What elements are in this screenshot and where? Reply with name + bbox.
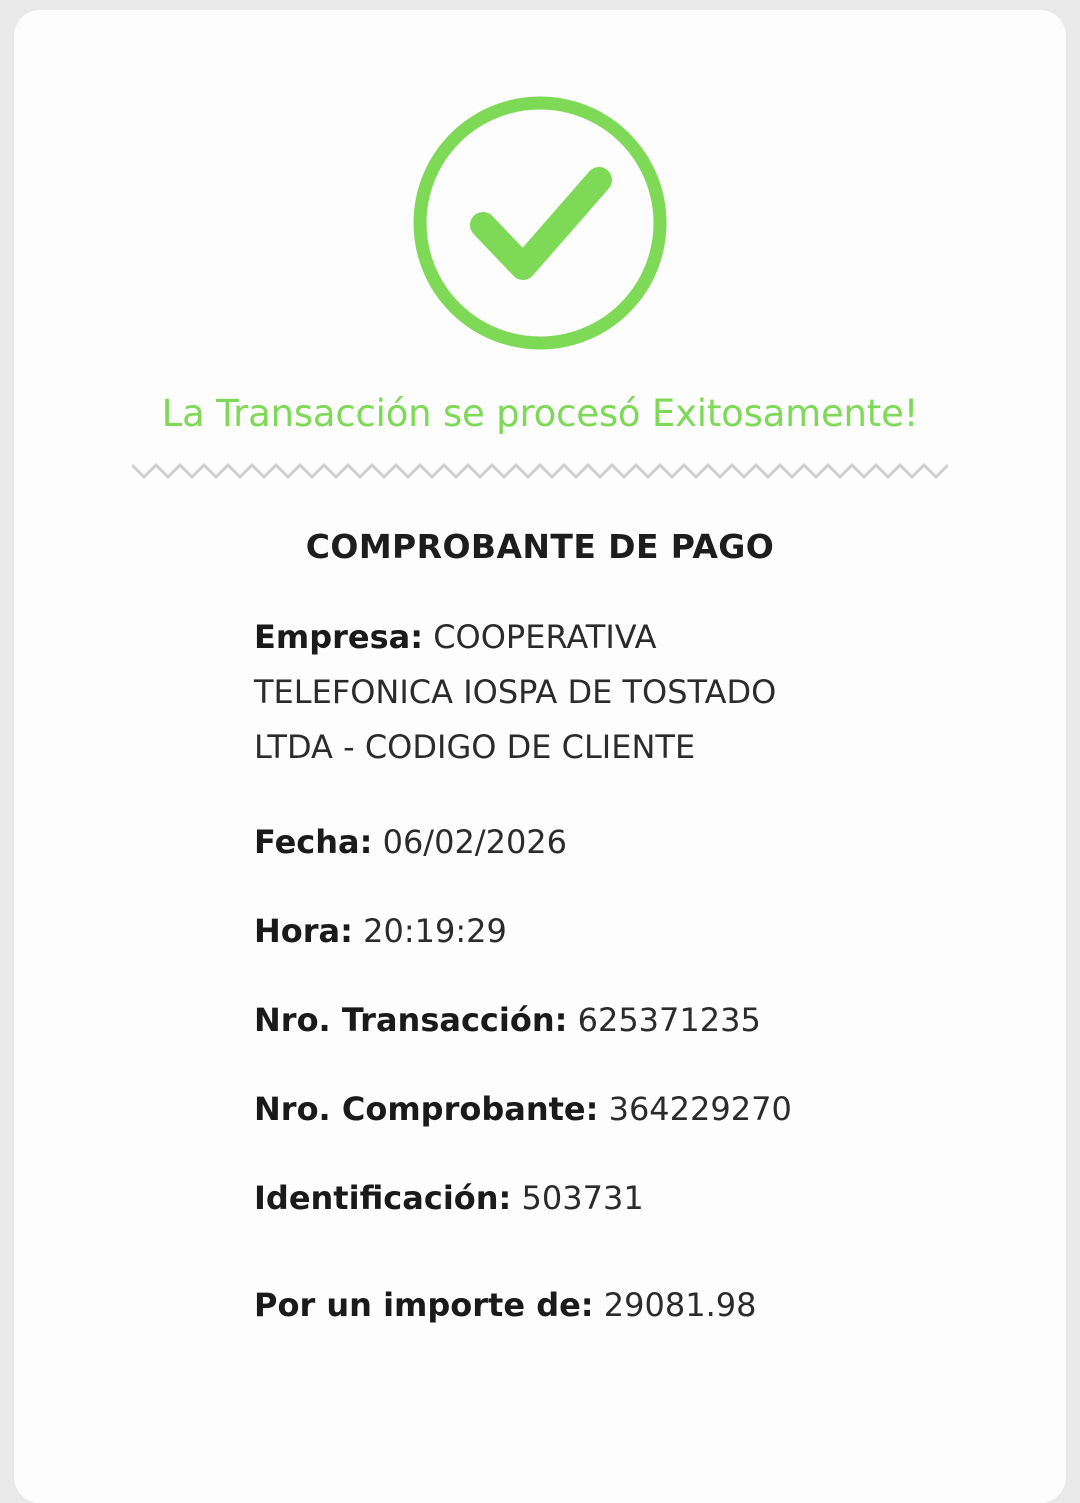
status-icon-container — [14, 92, 1066, 354]
zigzag-line-icon — [132, 457, 948, 485]
field-hora-label: Hora: — [254, 912, 353, 951]
field-nro-transaccion — [254, 993, 1006, 1048]
field-nro-comprobante — [254, 1082, 1006, 1137]
field-hora — [254, 904, 1006, 959]
success-message: La Transacción se procesó Exitosamente! — [161, 392, 919, 435]
check-circle-icon — [409, 92, 671, 354]
field-nro-transaccion-value: 625371235 — [577, 1001, 761, 1040]
field-nro-transaccion-label: Nro. Transacción: — [254, 1001, 568, 1040]
field-empresa-label: Empresa: — [254, 618, 424, 656]
field-hora-value: 20:19:29 — [363, 912, 507, 951]
field-nro-comprobante-label: Nro. Comprobante: — [254, 1090, 599, 1129]
zigzag-divider — [14, 457, 1066, 485]
field-importe-label: Por un importe de: — [254, 1286, 594, 1325]
receipt-fields — [14, 610, 1066, 1333]
field-fecha-value: 06/02/2026 — [382, 823, 568, 862]
receipt-card — [14, 10, 1066, 1503]
field-fecha — [254, 815, 1006, 870]
field-empresa — [254, 610, 864, 775]
field-fecha-label: Fecha: — [254, 823, 373, 862]
field-nro-comprobante-value: 364229270 — [608, 1090, 792, 1129]
field-importe-value: 29081.98 — [603, 1286, 757, 1325]
field-importe — [254, 1278, 1006, 1333]
field-identificacion — [254, 1171, 1006, 1226]
field-identificacion-value: 503731 — [521, 1179, 644, 1218]
field-identificacion-label: Identificación: — [254, 1179, 512, 1218]
page-title: COMPROBANTE DE PAGO — [305, 527, 775, 566]
field-empresa-value: COOPERATIVA TELEFONICA IOSPA DE TOSTADO LTDA - CODIGO DE CLIENTE — [254, 618, 777, 767]
